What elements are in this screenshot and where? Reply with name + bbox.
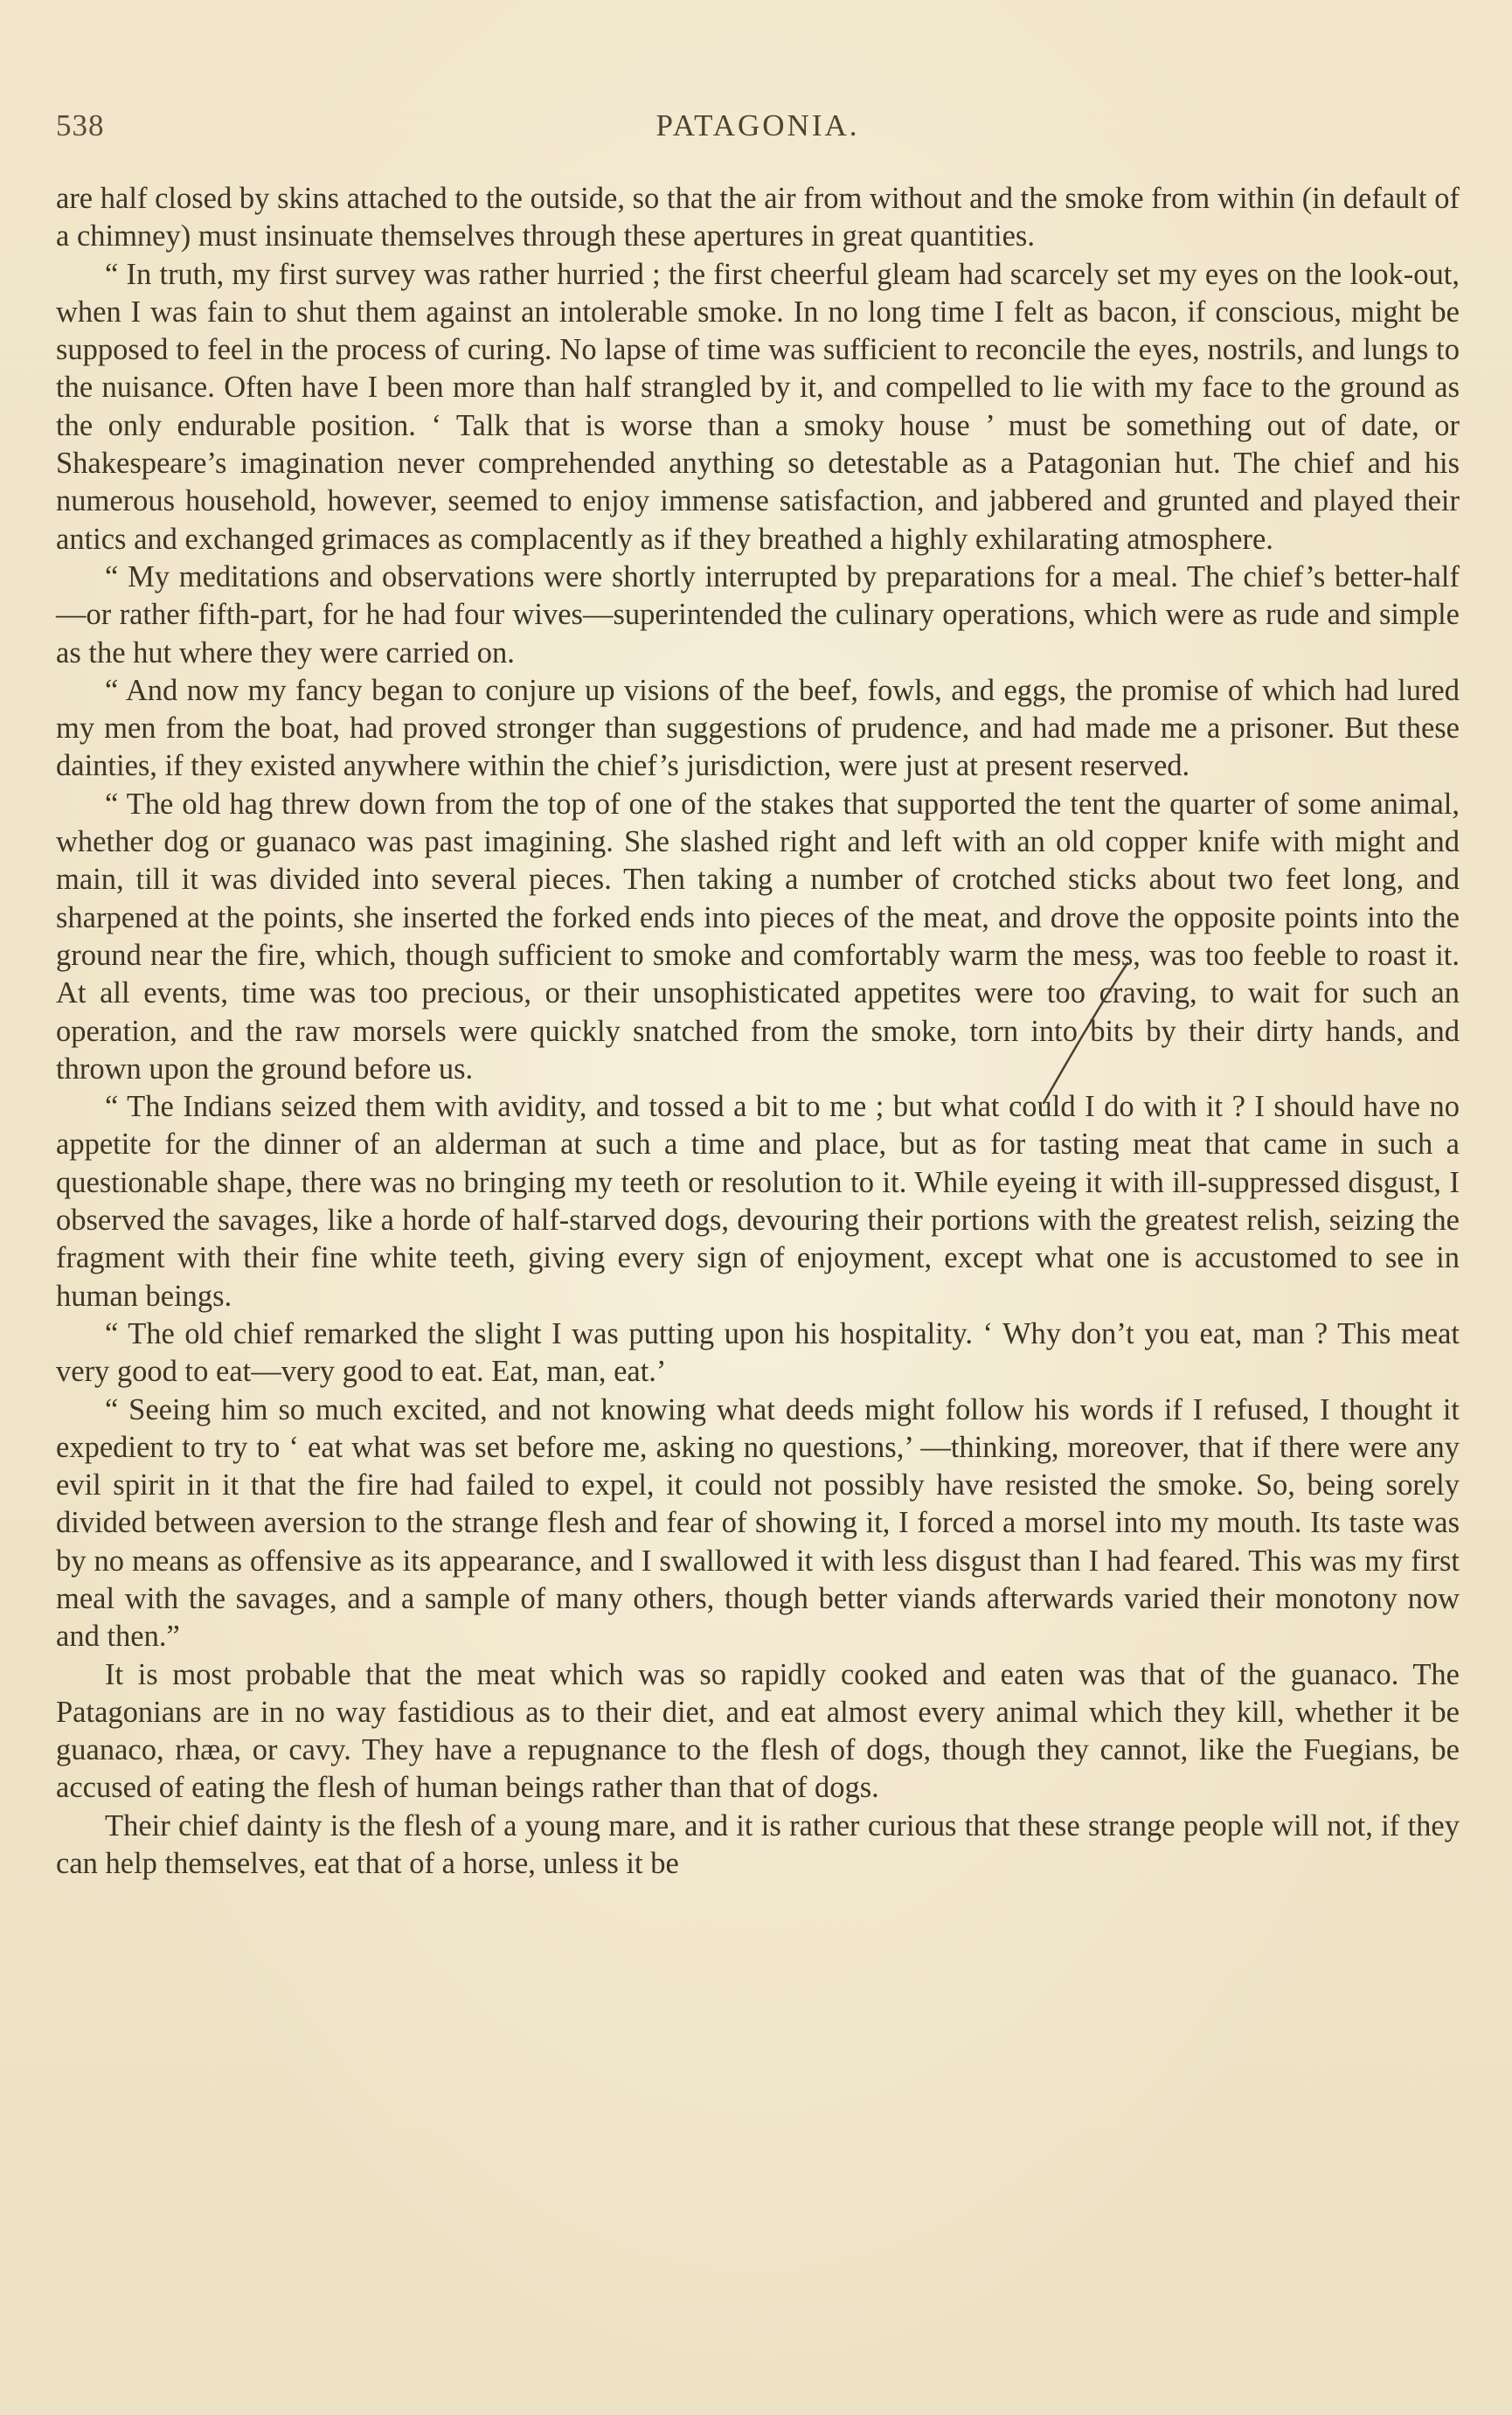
paragraph-chief-dainty: Their chief dainty is the flesh of a young mare, and it is rather curious that these strange people will not, if they can help themselves, eat that of a horse, unless it be [56, 1808, 1460, 1881]
paragraph-seeing-him: “ Seeing him so much excited, and not knowing what deeds might follow his words if I refused, I thought it expedient to try to ‘ eat what was set before me, asking no questions,’ —thinking, moreover, that if there were any evil spirit in it that the fire had failed to expel, it could not possibly have resisted the smoke. So, being sorely divided between aversion to the strange flesh and fear of showing it, I forced a morsel into my mouth. Its taste was by no means as offensive as its appearance, and I swallowed it with less disgust than I had feared. This was my first meal with the savages, and a sample of many others, though better viands afterwards varied their monotony now and then.” [56, 1392, 1460, 1654]
paragraph-meal-preparation: “ My meditations and observations were shortly interrupted by preparations for a meal. The chief’s better-half—or rather fifth-part, for he had four wives—superintended the culinary operations, which were as rude and simple as the hut where they were carried on. [56, 559, 1460, 670]
paragraph-indians: “ The Indians seized them with avidity, and tossed a bit to me ; but what could I do with it ? I should have no appetite for the dinner of an alderman at such a time and place, but as for tasting meat that came in such a questionable shape, there was no bringing my teeth or resolution to it. While eyeing it with ill-suppressed disgust, I observed the savages, like a horde of half-starved dogs, devouring their portions with the greatest relish, seizing the fragment with their fine white teeth, giving every sign of enjoyment, except what one is accustomed to see in human beings. [56, 1090, 1460, 1313]
paragraph-old-chief: “ The old chief remarked the slight I was putting upon his hospitality. ‘ Why don’t you eat, man ? This meat very good to eat—very good to eat. Eat, man, eat.’ [56, 1316, 1460, 1389]
paragraph-guanaco: It is most probable that the meat which was so rapidly cooked and eaten was that of the guanaco. The Patagonians are in no way fastidious as to their diet, and eat almost every animal which they kill, whether it be guanaco, rhæa, or cavy. They have a repugnance to the flesh of dogs, though they cannot, like the Fuegians, be accused of eating the flesh of human beings rather than that of dogs. [56, 1657, 1460, 1805]
page-number: 538 [56, 108, 105, 142]
running-title: PATAGONIA. [655, 108, 860, 142]
body-text [56, 180, 1460, 1883]
paragraph-visions: “ And now my fancy began to conjure up visions of the beef, fowls, and eggs, the promise of which had lured my men from the boat, had proved stronger than suggestions of prudence, and had made me a prisoner. But these dainties, if they existed anywhere within the chief’s jurisdiction, were just at present reserved. [56, 673, 1460, 783]
paragraph-old-hag: “ The old hag threw down from the top of one of the stakes that supported the tent the quarter of some animal, whether dog or guanaco was past imagining. She slashed right and left with an old copper knife with might and main, till it was divided into several pieces. Then taking a number of crotched sticks about two feet long, and sharpened at the points, she inserted the forked ends into pieces of the meat, and drove the opposite points into the ground near the fire, which, though sufficient to smoke and comfortably warm the mess, was too feeble to roast it. At all events, time was too precious, or their unsophisticated appetites were too craving, to wait for such an operation, and the raw morsels were quickly snatched from the smoke, torn into bits by their dirty hands, and thrown upon the ground before us. [56, 787, 1460, 1086]
paragraph-continued: are half closed by skins attached to the outside, so that the air from without and the smoke from within (in default of a chimney) must insinuate themselves through these apertures in great quantities. [56, 182, 1460, 253]
page-header [56, 108, 1460, 157]
paragraph-smoke: “ In truth, my first survey was rather hurried ; the first cheerful gleam had scarcely set my eyes on the look-out, when I was fain to shut them against an intolerable smoke. In no long time I felt as bacon, if conscious, might be supposed to feel in the process of curing. No lapse of time was sufficient to reconcile the eyes, nostrils, and lungs to the nuisance. Often have I been more than half strangled by it, and compelled to lie with my face to the ground as the only endurable position. ‘ Talk that is worse than a smoky house ’ must be something out of date, or Shakespeare’s imagination never comprehended anything so detestable as a Patagonian hut. The chief and his numerous household, however, seemed to enjoy immense satisfaction, and jabbered and grunted and played their antics and exchanged grimaces as complacently as if they breathed a highly exhilarating atmosphere. [56, 257, 1460, 556]
